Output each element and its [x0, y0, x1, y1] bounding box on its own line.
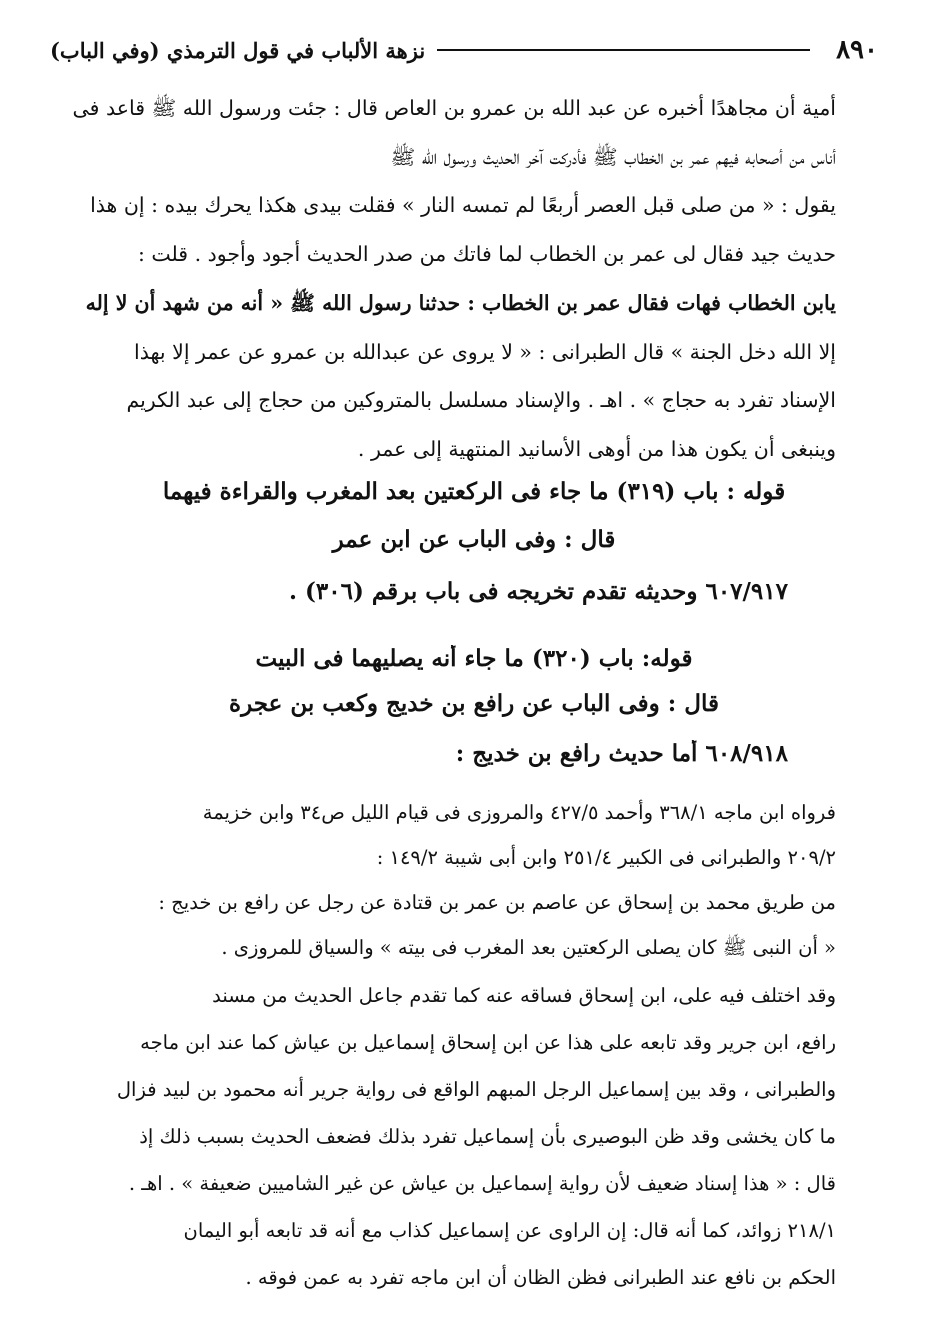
section-319-title: قوله : باب (٣١٩) ما جاء فى الركعتين بعد المغرب والقراءة فيهما [162, 478, 786, 505]
text-line: فرواه ابن ماجه ٣٦٨/١ وأحمد ٤٢٧/٥ والمروزى فى قيام الليل ص٣٤ وابن خزيمة [202, 801, 836, 824]
text-line: قال : « هذا إسناد ضعيف لأن رواية إسماعيل بن عياش عن غير الشاميين ضعيفة » . اهـ . [128, 1172, 836, 1195]
paragraph-discussion [68, 972, 836, 1301]
paragraph-sources [68, 790, 836, 880]
text-line: أناس من أصحابه فيهم عمر بن الخطاب ﷺ فأدركت آخر الحديث ورسول الله ﷺ [390, 144, 836, 169]
text-line: حديث جيد فقال لى عمر بن الخطاب لما فاتك من صدر الحديث أجود وأجود . قلت : [137, 242, 836, 267]
section-319-sub: قال : وفى الباب عن ابن عمر [332, 526, 616, 553]
text-line: وينبغى أن يكون هذا من أوهى الأسانيد المنتهية إلى عمر . [357, 436, 836, 461]
text-line: ما كان يخشى وقد ظن البوصيرى بأن إسماعيل تفرد بذلك فضعف الحديث بسبب ذلك إذ [139, 1125, 836, 1148]
page-number: ٨٩٠ [836, 35, 878, 65]
text-line: من طريق محمد بن إسحاق عن عاصم بن عمر بن قتادة عن رجل عن رافع بن خديج : [158, 891, 836, 914]
text-line: يقول : « من صلى قبل العصر أربعًا لم تمسه النار » فقلت بيدى هكذا يحرك بيده : إن هذا [90, 193, 836, 218]
text-line: إلا الله دخل الجنة » قال الطبرانى : « لا يروى عن عبدالله بن عمرو عن عمر إلا بهذا [134, 339, 836, 364]
text-line: الحكم بن نافع عند الطبرانى فظن الظان أن ابن ماجه تفرد به عمن فوقه . [245, 1266, 836, 1289]
text-line: رافع، ابن جرير وقد تابعه على هذا عن ابن إسحاق إسماعيل بن عياش كما عند ابن ماجه [140, 1031, 836, 1054]
paragraph-chain [68, 880, 836, 970]
section-320-sub: قال : وفى الباب عن رافع بن خديج وكعب بن عجرة [229, 690, 719, 717]
text-line: ٢١٨/١ زوائد، كما أنه قال: إن الراوى عن إسماعيل كذاب مع أنه قد تابعه أبو اليمان [183, 1219, 836, 1242]
text-line: وقد اختلف فيه على، ابن إسحاق فساقه عنه كما تقدم جاعل الحديث من مسند [212, 984, 836, 1007]
entry-607: ٦٠٧/٩١٧ وحديثه تقدم تخريجه فى باب برقم (٣٠٦) . [289, 578, 788, 605]
text-line: أمية أن مجاهدًا أخبره عن عبد الله بن عمرو بن العاص قال : جئت ورسول الله ﷺ قاعد فى [72, 96, 836, 120]
text-line: يابن الخطاب فهات فقال عمر بن الخطاب : حدثنا رسول الله ﷺ « أنه من شهد أن لا إله [85, 290, 836, 315]
text-line: « أن النبى ﷺ كان يصلى الركعتين بعد المغرب فى بيته » والسياق للمروزى . [221, 936, 836, 959]
text-line: الإسناد تفرد به حجاج » . اهـ . والإسناد مسلسل بالمتروكين من حجاج إلى عبد الكريم [126, 388, 836, 413]
running-title: نزهة الألباب في قول الترمذي (وفي الباب) [50, 37, 426, 63]
page-header [50, 30, 878, 70]
header-rule [437, 49, 810, 51]
section-320-title: قوله: باب (٣٢٠) ما جاء أنه يصليهما فى البيت [255, 645, 693, 672]
text-line: ٢٠٩/٢ والطبرانى فى الكبير ٢٥١/٤ وابن أبى شيبة ١٤٩/٢ : [376, 846, 836, 869]
entry-608: ٦٠٨/٩١٨ أما حديث رافع بن خديج : [455, 740, 788, 767]
paragraph-intro [68, 84, 836, 474]
text-line: والطبرانى ، وقد بين إسماعيل الرجل المبهم الواقع فى رواية جرير أنه محمود بن لبيد فزال [116, 1078, 836, 1101]
